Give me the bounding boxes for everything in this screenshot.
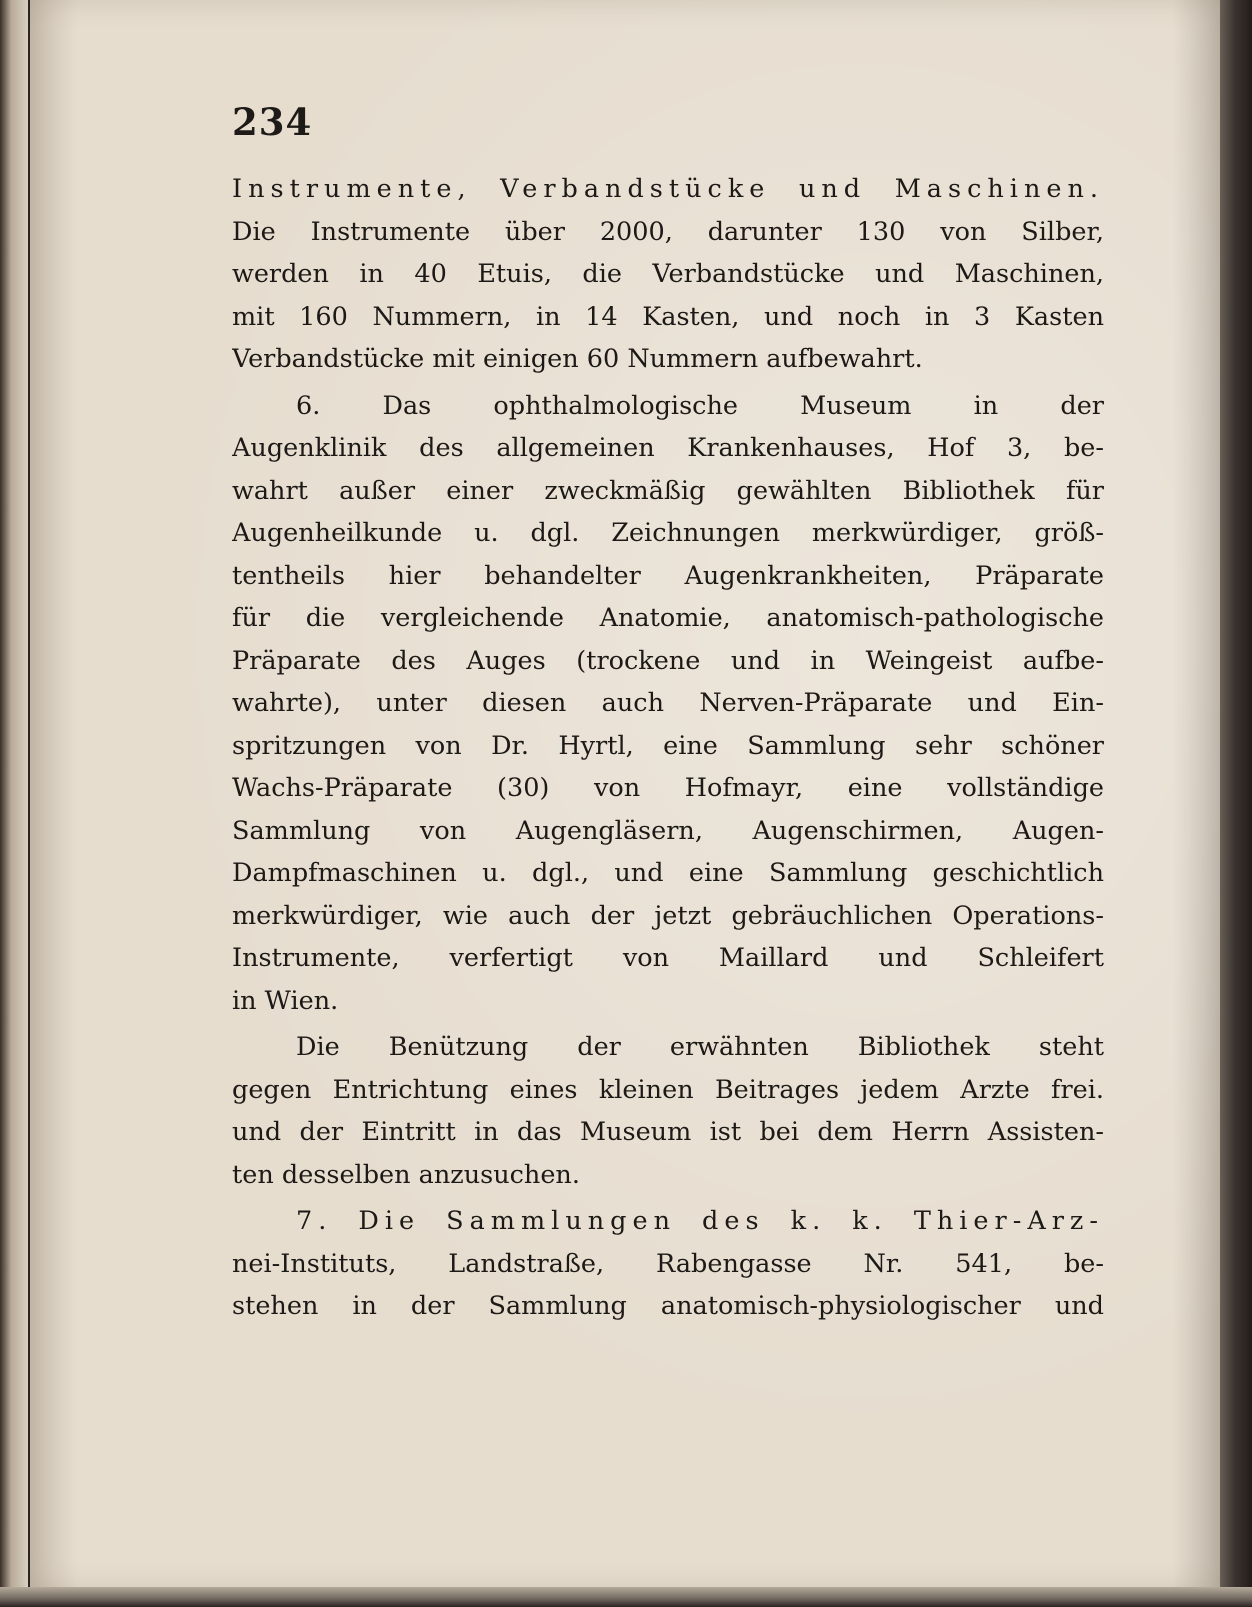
text-line: spritzungen von Dr. Hyrtl, eine Sammlung sehr schöner: [232, 730, 1104, 761]
text-line: wahrt außer einer zweckmäßig gewählten Bibliothek für: [232, 475, 1104, 506]
text-line: Dampfmaschinen u. dgl., und eine Sammlung geschichtlich: [232, 858, 1104, 888]
text-line: Instrumente, verfertigt von Maillard und Schleifert: [232, 943, 1104, 973]
text-line: gegen Entrichtung eines kleinen Beitrages jedem Arzte frei.: [232, 1074, 1104, 1105]
body-text: [232, 168, 1104, 1328]
text-line: Die Instrumente über 2000, darunter 130 von Silber,: [232, 216, 1104, 247]
text-line: für die vergleichende Anatomie, anatomisch-pathologische: [232, 603, 1104, 633]
text-line: Sammlung von Augengläsern, Augenschirmen, Augen-: [232, 815, 1104, 846]
text-line: tentheils hier behandelter Augenkrankheiten, Präparate: [232, 560, 1104, 591]
text-line: Präparate des Auges (trockene und in Weingeist aufbe-: [232, 645, 1104, 676]
text-line: in Wien.: [232, 985, 339, 1016]
text-line: ten desselben anzusuchen.: [232, 1159, 580, 1190]
text-line: mit 160 Nummern, in 14 Kasten, und noch in 3 Kasten: [232, 301, 1104, 332]
book-spine-edge: [0, 0, 28, 1607]
text-line: nei-Instituts, Landstraße, Rabengasse Nr. 541, be-: [232, 1248, 1104, 1279]
text-line: 6. Das ophthalmologische Museum in der: [296, 390, 1104, 421]
book-bottom-edge: [0, 1587, 1252, 1607]
text-line: Instrumente, Verbandstücke und Maschinen.: [232, 174, 1104, 204]
book-right-edge: [1218, 0, 1252, 1607]
text-line: wahrte), unter diesen auch Nerven-Präparate und Ein-: [232, 688, 1104, 718]
text-line: werden in 40 Etuis, die Verbandstücke und Maschinen,: [232, 259, 1104, 289]
text-line: Verbandstücke mit einigen 60 Nummern aufbewahrt.: [232, 344, 923, 374]
text-line: 7. Die Sammlungen des k. k. Thier-Arz-: [296, 1206, 1104, 1236]
text-line: merkwürdiger, wie auch der jetzt gebräuchlichen Operations-: [232, 900, 1104, 931]
text-line: Augenklinik des allgemeinen Krankenhauses, Hof 3, be-: [232, 433, 1104, 463]
text-line: und der Eintritt in das Museum ist bei dem Herrn Assisten-: [232, 1117, 1104, 1147]
text-line: Wachs-Präparate (30) von Hofmayr, eine vollständige: [232, 773, 1104, 803]
text-line: Augenheilkunde u. dgl. Zeichnungen merkwürdiger, größ-: [232, 518, 1104, 548]
text-line: Die Benützung der erwähnten Bibliothek steht: [296, 1032, 1104, 1062]
page-number: 234: [232, 100, 313, 144]
text-line: stehen in der Sammlung anatomisch-physiologischer und: [232, 1291, 1104, 1321]
book-page: [30, 0, 1220, 1590]
